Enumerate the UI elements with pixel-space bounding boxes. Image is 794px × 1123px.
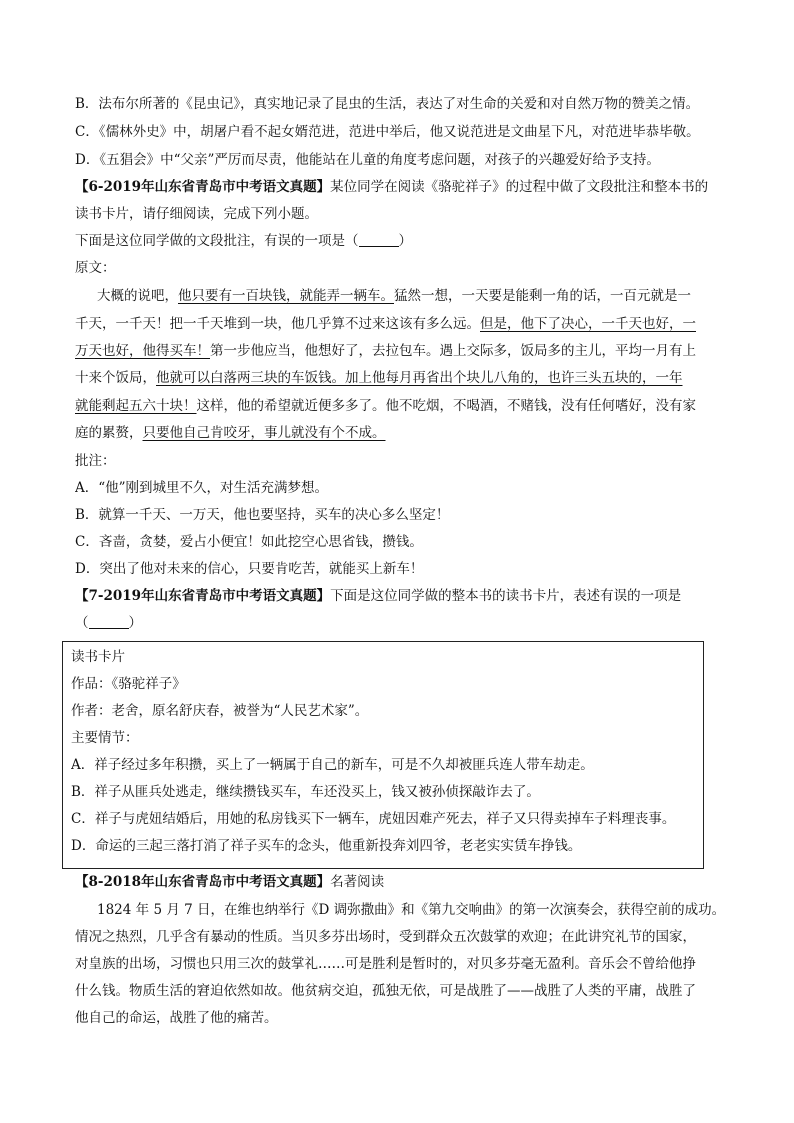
q6-intro-2: 读书卡片，请仔细阅读，完成下列小题。 xyxy=(75,206,318,222)
q7-answer-line: （ ） xyxy=(75,615,142,631)
q8-paragraph-line: 1824 年 5 月 7 日，在维也纳举行《D 调弥撒曲》和《第九交响曲》的第一次演奏会，获得空前的成功。 xyxy=(97,902,725,918)
q6-option-b: B．就算一千天、一万天，他也要坚持，买车的决心多么坚定！ xyxy=(75,507,450,523)
q7-question: 【7-2019年山东省青岛市中考语文真题】下面是这位同学做的整本书的读书卡片，表述有误的一项是 xyxy=(75,588,682,604)
passage-line: 千天，一千天！把一千天堆到一块，他几乎算不过来这该有多么远。但是，他下了决心，一千天也好，一 xyxy=(75,316,696,332)
passage-line: 大概的说吧，他只要有一百块钱，就能弄一辆车。猛然一想，一天要是能剩一角的话，一百元就是一 xyxy=(97,288,691,304)
passage-line: 就能剩起五六十块！这样，他的希望就近便多多了。他不吃烟，不喝酒，不赌钱，没有任何嗜好，没有家 xyxy=(75,398,696,414)
passage-line: 十来个饭局，他就可以白落两三块的车饭钱。加上他每月再省出个块儿八角的，也许三头五块的，一年 xyxy=(75,370,683,386)
card-option-d: D．命运的三起三落打消了祥子买车的念头，他重新投奔刘四爷，老老实实赁车挣钱。 xyxy=(71,838,582,854)
q6-tag: 【6-2019年山东省青岛市中考语文真题】 xyxy=(75,179,331,195)
q5-option-d: D．《五猖会》中“父亲”严厉而尽责，他能站在儿童的角度考虑问题，对孩子的兴趣爱好给予支持。 xyxy=(75,152,660,168)
q6-intro xyxy=(75,177,725,197)
q6-option-c: C．吝啬，贪婪，爱占小便宜！如此挖空心思省钱，攒钱。 xyxy=(75,534,423,550)
q6-question: 下面是这位同学做的文段批注，有误的一项是（ ） xyxy=(75,233,412,249)
answer-blank[interactable] xyxy=(359,232,399,247)
q8-paragraph-line: 什么钱。物质生活的窘迫依然如故。他贫病交迫，孤独无依，可是战胜了——战胜了人类的平庸，战胜了 xyxy=(75,983,696,999)
passage-line: 万天也好，他得买车！第一步他应当，他想好了，去拉包车。遇上交际多，饭局多的主儿，平均一月有上 xyxy=(75,343,696,359)
q5-option-c: C．《儒林外史》中，胡屠户看不起女婿范进，范进中举后，他又说范进是文曲星下凡，对范进毕恭毕敬。 xyxy=(75,124,700,140)
underlined-text: 万天也好，他得买车！ xyxy=(75,343,210,359)
card-option-b: B．祥子从匪兵处逃走，继续攒钱买车，车还没买上，钱又被孙侦探敲诈去了。 xyxy=(71,784,540,800)
reading-card xyxy=(62,641,704,869)
q6-intro-text: 某位同学在阅读《骆驼祥子》的过程中做了文段批注和整本书的 xyxy=(330,179,709,195)
q7-tag: 【7-2019年山东省青岛市中考语文真题】 xyxy=(75,588,331,604)
card-plot-label: 主要情节： xyxy=(71,730,139,746)
card-work: 作品：《骆驼祥子》 xyxy=(71,676,186,692)
q8-title: 名著阅读 xyxy=(330,874,385,890)
q8-tag: 【8-2018年山东省青岛市中考语文真题】 xyxy=(75,874,331,890)
underlined-text: 他只要有一百块钱，就能弄一辆车。 xyxy=(178,288,394,304)
q8-paragraph-line: 对皇族的出场，习惯也只用三次的鼓掌礼……可是胜利是暂时的，对贝多芬毫无盈利。音乐会不曾给他挣 xyxy=(75,956,696,972)
annotation-label: 批注： xyxy=(75,453,116,469)
passage-line: 庭的累赘，只要他自己肯咬牙，事儿就没有个不成。 xyxy=(75,425,386,441)
q6-option-a: A．“他”刚到城里不久，对生活充满梦想。 xyxy=(75,480,329,496)
card-option-a: A．祥子经过多年积攒，买上了一辆属于自己的新车，可是不久却被匪兵连人带车劫走。 xyxy=(71,757,594,773)
original-label: 原文： xyxy=(75,260,116,276)
q8-header xyxy=(75,872,725,892)
q8-paragraph-line: 情况之热烈，几乎含有暴动的性质。当贝多芬出场时，受到群众五次鼓掌的欢迎；在此讲究礼节的国家， xyxy=(75,929,696,945)
card-author: 作者：老舍，原名舒庆春，被誉为“人民艺术家”。 xyxy=(71,703,369,719)
underlined-text: 他就可以白落两三块的车饭钱。加上他每月再省出个块儿八角的，也许三头五块的，一年 xyxy=(156,370,683,386)
answer-blank[interactable] xyxy=(89,614,129,629)
underlined-text: 就能剩起五六十块！ xyxy=(75,398,197,414)
card-option-c: C．祥子与虎妞结婚后，用她的私房钱买下一辆车，虎妞因难产死去，祥子又只得卖掉车子料理丧事。 xyxy=(71,811,676,827)
underlined-text: 只要他自己肯咬牙，事儿就没有个不成。 xyxy=(142,425,386,441)
card-title: 读书卡片 xyxy=(71,649,125,665)
underlined-text: 但是，他下了决心，一千天也好，一 xyxy=(480,316,696,332)
q6-option-d: D．突出了他对未来的信心，只要肯吃苦，就能买上新车！ xyxy=(75,561,424,577)
q8-paragraph-line: 他自己的命运，战胜了他的痛苦。 xyxy=(75,1010,278,1026)
q5-option-b: B．法布尔所著的《昆虫记》，真实地记录了昆虫的生活，表达了对生命的关爱和对自然万物的赞美之情。 xyxy=(75,96,700,112)
